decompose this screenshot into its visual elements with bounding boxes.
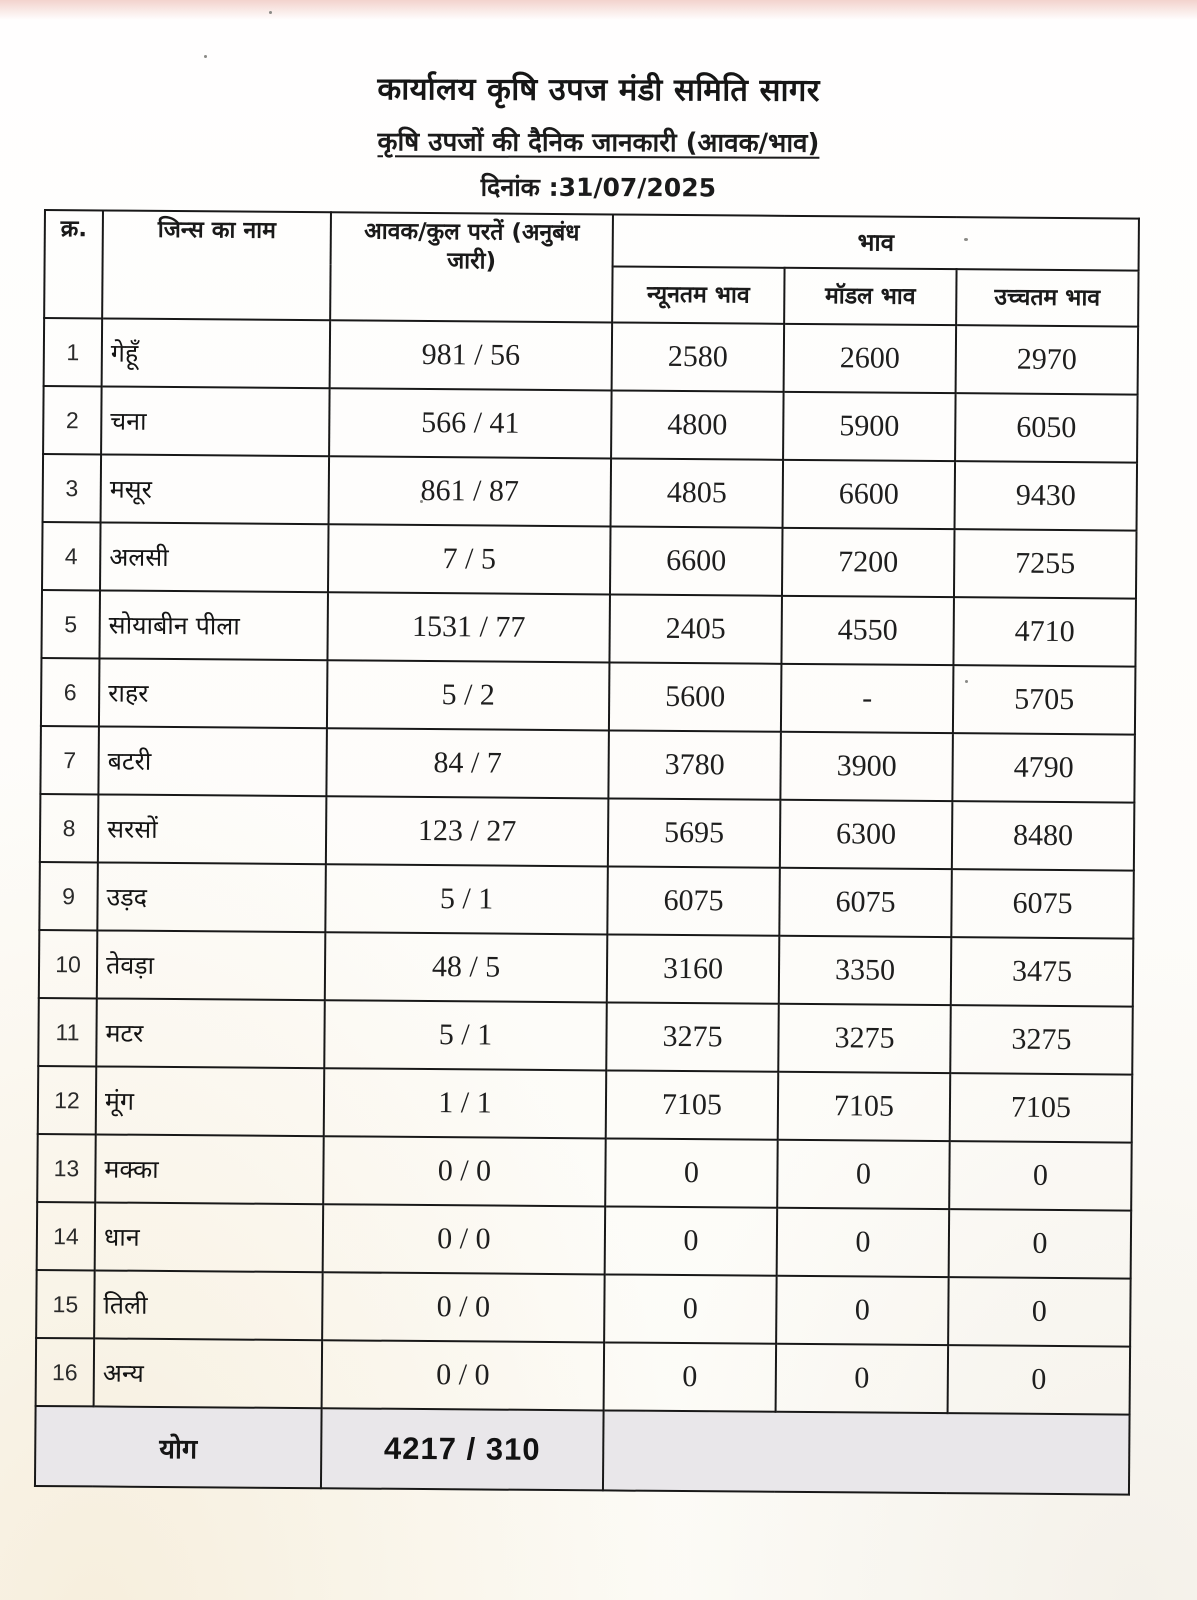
- commodity-name: मटर: [96, 998, 325, 1068]
- max-price: 2970: [956, 325, 1139, 394]
- arrival-value: 5 / 2: [327, 660, 610, 730]
- table-row: [39, 930, 1134, 1007]
- max-price: 4790: [952, 733, 1135, 802]
- header-commodity-name: जिन्स का नाम: [102, 210, 331, 320]
- commodity-name: चना: [101, 386, 330, 456]
- table-row: [41, 658, 1136, 735]
- arrival-value: 861 / 87: [329, 456, 612, 526]
- table-row: [37, 1202, 1132, 1279]
- commodity-name: सरसों: [98, 794, 327, 864]
- modal-price: 3900: [780, 732, 953, 801]
- arrival-value: 1 / 1: [324, 1068, 607, 1138]
- min-price: 6075: [607, 866, 780, 935]
- min-price: 6600: [610, 526, 783, 595]
- serial-number: 3: [43, 454, 102, 522]
- table-row: [40, 726, 1135, 803]
- commodity-name: मसूर: [101, 454, 330, 524]
- serial-number: 14: [37, 1202, 96, 1270]
- serial-number: 12: [38, 1066, 97, 1134]
- arrival-value: 0 / 0: [323, 1204, 606, 1274]
- table-row: [37, 1134, 1132, 1211]
- market-rates-table: [34, 209, 1138, 1496]
- header-max-price: उच्चतम भाव: [956, 269, 1138, 326]
- commodity-name: मूंग: [96, 1066, 325, 1136]
- max-price: 7255: [954, 529, 1137, 598]
- modal-price: 4550: [781, 596, 954, 665]
- modal-price: 5900: [783, 392, 956, 461]
- arrival-value: 0 / 0: [323, 1136, 606, 1206]
- total-empty-cell: [603, 1410, 1130, 1494]
- serial-number: 11: [38, 998, 97, 1066]
- min-price: 0: [605, 1138, 778, 1207]
- arrival-value: 0 / 0: [322, 1272, 605, 1342]
- min-price: 2405: [609, 594, 782, 663]
- modal-price: 3275: [778, 1004, 951, 1073]
- table-row: [44, 318, 1139, 395]
- serial-number: 15: [36, 1270, 95, 1338]
- scan-speck: [204, 55, 207, 58]
- table-footer: [35, 1406, 1130, 1495]
- table-row: [36, 1338, 1131, 1415]
- commodity-name: अन्य: [94, 1338, 323, 1408]
- max-price: 4710: [953, 597, 1136, 666]
- table-row: [42, 522, 1137, 599]
- arrival-value: 48 / 5: [325, 932, 608, 1002]
- modal-price: 6600: [783, 460, 956, 529]
- modal-price: 3350: [779, 936, 952, 1005]
- commodity-name: मक्का: [95, 1134, 324, 1204]
- modal-price: 7105: [778, 1072, 951, 1141]
- header-modal-price: मॉडल भाव: [784, 268, 956, 325]
- commodity-name: तेवड़ा: [97, 930, 326, 1000]
- table-row: [36, 1270, 1131, 1347]
- min-price: 4805: [611, 458, 784, 527]
- table-row: [38, 1066, 1133, 1143]
- serial-number: 4: [42, 522, 101, 590]
- commodity-name: सोयाबीन पीला: [99, 590, 328, 660]
- max-price: 7105: [950, 1073, 1133, 1142]
- commodity-name: उड़द: [97, 862, 326, 932]
- arrival-value: 0 / 0: [322, 1340, 605, 1410]
- scan-edge-tint: [0, 0, 1197, 20]
- header-arrival: आवक/कुल परतें (अनुबंध जारी): [330, 212, 613, 322]
- modal-price: 6300: [780, 800, 953, 869]
- modal-price: 6075: [779, 868, 952, 937]
- max-price: 0: [949, 1209, 1132, 1278]
- min-price: 7105: [606, 1070, 779, 1139]
- arrival-value: 981 / 56: [330, 320, 613, 390]
- max-price: 9430: [955, 461, 1138, 530]
- date-label: दिनांक :31/07/2025: [480, 172, 717, 203]
- min-price: 3275: [606, 1002, 779, 1071]
- serial-number: 8: [40, 794, 99, 862]
- header-min-price: न्यूनतम भाव: [612, 266, 784, 323]
- serial-number: 6: [41, 658, 100, 726]
- serial-number: 7: [40, 726, 99, 794]
- modal-price: 0: [777, 1208, 950, 1277]
- table-row: [39, 862, 1134, 939]
- serial-number: 5: [41, 590, 100, 658]
- table-row: [38, 998, 1133, 1075]
- page-title: कार्यालय कृषि उपज मंडी समिति सागर: [377, 71, 820, 109]
- max-price: 0: [948, 1277, 1131, 1346]
- arrival-value: 1531 / 77: [327, 592, 610, 662]
- max-price: 6075: [951, 869, 1134, 938]
- min-price: 4800: [611, 390, 784, 459]
- modal-price: 0: [776, 1276, 949, 1345]
- commodity-name: धान: [95, 1202, 324, 1272]
- total-label: योग: [35, 1406, 322, 1488]
- table-row: [40, 794, 1135, 871]
- header-serial: क्र.: [44, 210, 103, 318]
- max-price: 0: [948, 1345, 1131, 1414]
- min-price: 5695: [608, 798, 781, 867]
- total-arrival-value: 4217 / 310: [321, 1408, 604, 1490]
- max-price: 0: [949, 1141, 1132, 1210]
- min-price: 2580: [612, 322, 785, 391]
- table-row: [43, 386, 1138, 463]
- table-header: [44, 210, 1139, 327]
- table-row: [41, 590, 1136, 667]
- commodity-name: गेहूँ: [102, 318, 331, 388]
- arrival-value: 566 / 41: [329, 388, 612, 458]
- commodity-name: बटरी: [98, 726, 327, 796]
- serial-number: 2: [43, 386, 102, 454]
- table-row: [43, 454, 1138, 531]
- arrival-value: 84 / 7: [326, 728, 609, 798]
- min-price: 3160: [607, 934, 780, 1003]
- table-body: [36, 318, 1139, 1415]
- commodity-name: राहर: [99, 658, 328, 728]
- max-price: 5705: [953, 665, 1136, 734]
- commodity-name: तिली: [94, 1270, 323, 1340]
- max-price: 3275: [950, 1005, 1133, 1074]
- total-row: [35, 1406, 1130, 1495]
- max-price: 3475: [951, 937, 1134, 1006]
- modal-price: 2600: [784, 324, 957, 393]
- min-price: 0: [605, 1206, 778, 1275]
- min-price: 0: [604, 1342, 777, 1411]
- serial-number: 13: [37, 1134, 96, 1202]
- scan-speck: [269, 11, 272, 14]
- max-price: 6050: [955, 393, 1138, 462]
- arrival-value: 5 / 1: [324, 1000, 607, 1070]
- modal-price: 0: [777, 1140, 950, 1209]
- document-header: [0, 66, 1197, 206]
- header-price-group: भाव: [613, 214, 1139, 270]
- serial-number: 16: [36, 1338, 95, 1406]
- modal-price: 0: [776, 1344, 949, 1413]
- daily-rates-table: [34, 209, 1140, 1496]
- modal-price: -: [781, 664, 954, 733]
- min-price: 0: [604, 1274, 777, 1343]
- min-price: 3780: [608, 730, 781, 799]
- page-subtitle: कृषि उपजों की दैनिक जानकारी (आवक/भाव): [377, 127, 820, 159]
- serial-number: 9: [39, 862, 98, 930]
- commodity-name: अलसी: [100, 522, 329, 592]
- arrival-value: 7 / 5: [328, 524, 611, 594]
- arrival-value: 5 / 1: [325, 864, 608, 934]
- serial-number: 1: [44, 318, 103, 386]
- arrival-value: 123 / 27: [326, 796, 609, 866]
- serial-number: 10: [39, 930, 98, 998]
- min-price: 5600: [609, 662, 782, 731]
- max-price: 8480: [952, 801, 1135, 870]
- modal-price: 7200: [782, 528, 955, 597]
